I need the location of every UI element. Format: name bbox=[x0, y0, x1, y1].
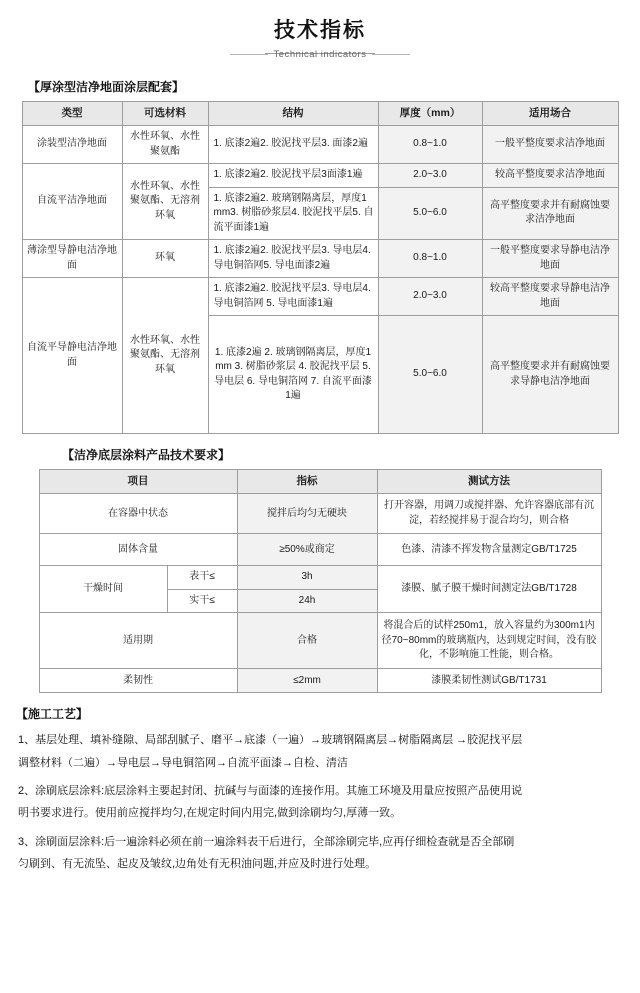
cell-method: 色漆、清漆不挥发物含量测定GB/T1725 bbox=[377, 534, 601, 566]
cell-structure: 1. 底漆2遍2. 胶泥找平层3. 导电层4. 导电铜箔网5. 导电面漆2遍 bbox=[208, 240, 378, 278]
table-row bbox=[39, 494, 601, 534]
cell-usage: 高平整度要求并有耐腐蚀要求洁净地面 bbox=[482, 187, 618, 240]
page-title: 技术指标 bbox=[274, 19, 366, 42]
page-header bbox=[14, 0, 626, 66]
cell-index: 3h bbox=[237, 566, 377, 590]
coating-system-table bbox=[22, 101, 619, 434]
section1-heading: 【厚涂型洁净地面涂层配套】 bbox=[28, 80, 185, 94]
cell-type: 自流平导静电洁净地面 bbox=[22, 278, 122, 434]
table-row bbox=[22, 240, 618, 278]
cell-thickness: 2.0~3.0 bbox=[378, 278, 482, 316]
table-row bbox=[22, 164, 618, 188]
process-paragraph: 2、涂刷底层涂料:底层涂料主要起封闭、抗碱与与面漆的连接作用。其施工环境及用量应按照产品使用说 bbox=[18, 785, 523, 798]
cell-type: 涂装型洁净地面 bbox=[22, 126, 122, 164]
cell-index: ≥50%或商定 bbox=[237, 534, 377, 566]
process-paragraph: 匀刷到、有无流坠、起皮及皱纹,边角处有无积油问题,并应及时进行处理。 bbox=[18, 858, 377, 871]
cell-index: 搅拌后均匀无硬块 bbox=[237, 494, 377, 534]
cell-subitem: 表干≤ bbox=[167, 566, 237, 590]
cell-material: 水性环氧、水性聚氨酯、无溶剂环氧 bbox=[122, 278, 208, 434]
col-type: 类型 bbox=[22, 102, 122, 126]
cell-structure: 1. 底漆2遍 2. 玻璃钢隔离层，厚度1mm 3. 树脂砂浆层 4. 胶泥找平层 5. 导电层 6. 导电铜箔网 7. 自流平面漆1遍 bbox=[208, 316, 378, 434]
cell-item: 固体含量 bbox=[39, 534, 237, 566]
cell-item: 适用期 bbox=[39, 613, 237, 669]
process-paragraph: 1、基层处理、填补缝隙、局部刮腻子、磨平→底漆（一遍）→玻璃钢隔离层→树脂隔离层 →胶泥找平层 bbox=[18, 734, 523, 747]
cell-structure: 1. 底漆2遍2. 胶泥找平层3. 导电层4. 导电铜箔网 5. 导电面漆1遍 bbox=[208, 278, 378, 316]
cell-structure: 1. 底漆2遍2. 玻璃钢隔离层，厚度1mm3. 树脂砂浆层4. 胶泥找平层5. 自流平面漆1遍 bbox=[208, 187, 378, 240]
table-row bbox=[39, 566, 601, 590]
cell-method: 漆膜柔韧性测试GB/T1731 bbox=[377, 669, 601, 693]
cell-usage: 高平整度要求并有耐腐蚀要求导静电洁净地面 bbox=[482, 316, 618, 434]
cell-material: 水性环氧、水性聚氨酯 bbox=[122, 126, 208, 164]
cell-thickness: 5.0~6.0 bbox=[378, 316, 482, 434]
cell-thickness: 0.8~1.0 bbox=[378, 240, 482, 278]
cell-index: 合格 bbox=[237, 613, 377, 669]
cell-material: 环氧 bbox=[122, 240, 208, 278]
cell-method: 将混合后的试样250m1，放入容量约为300m1内径70~80mm的玻璃瓶内，达到规定时间，没有胶化，不影响施工性能，则合格。 bbox=[377, 613, 601, 669]
process-paragraph: 明书要求进行。使用前应搅拌均匀,在规定时间内用完,做到涂刷均匀,厚薄一致。 bbox=[18, 807, 402, 820]
page-subtitle: Technical indicators bbox=[273, 49, 367, 60]
cell-thickness: 2.0~3.0 bbox=[378, 164, 482, 188]
subtitle-row bbox=[14, 49, 626, 60]
process-paragraph: 3、涂刷面层涂料:后一遍涂料必须在前一遍涂料表干后进行，全部涂刷完毕,应再仔细检查就是否全部刷 bbox=[18, 835, 515, 848]
cell-usage: 较高平整度要求洁净地面 bbox=[482, 164, 618, 188]
table-row bbox=[22, 278, 618, 316]
table-row bbox=[22, 126, 618, 164]
table-header-row bbox=[22, 102, 618, 126]
table-header-row bbox=[39, 470, 601, 494]
cell-thickness: 5.0~6.0 bbox=[378, 187, 482, 240]
cell-usage: 一般平整度要求导静电洁净地面 bbox=[482, 240, 618, 278]
cell-subitem: 实干≤ bbox=[167, 589, 237, 613]
cell-method: 漆膜、腻子膜干燥时间测定法GB/T1728 bbox=[377, 566, 601, 613]
col-thickness: 厚度（mm） bbox=[378, 102, 482, 126]
table-row bbox=[39, 669, 601, 693]
cell-thickness: 0.8~1.0 bbox=[378, 126, 482, 164]
cell-type: 自流平洁净地面 bbox=[22, 164, 122, 240]
cell-item: 在容器中状态 bbox=[39, 494, 237, 534]
process-text-block bbox=[14, 730, 626, 874]
table-row bbox=[39, 534, 601, 566]
cell-structure: 1. 底漆2遍2. 胶泥找平层3. 面漆2遍 bbox=[208, 126, 378, 164]
cell-item: 干燥时间 bbox=[39, 566, 167, 613]
primer-spec-table bbox=[39, 469, 602, 693]
cell-item: 柔韧性 bbox=[39, 669, 237, 693]
cell-usage: 较高平整度要求导静电洁净地面 bbox=[482, 278, 618, 316]
cell-usage: 一般平整度要求洁净地面 bbox=[482, 126, 618, 164]
col-structure: 结构 bbox=[208, 102, 378, 126]
col-method: 测试方法 bbox=[377, 470, 601, 494]
col-usage: 适用场合 bbox=[482, 102, 618, 126]
cell-material: 水性环氧、水性聚氨酯、无溶剂环氧 bbox=[122, 164, 208, 240]
col-material: 可选材料 bbox=[122, 102, 208, 126]
section3-heading: 【施工工艺】 bbox=[16, 707, 89, 722]
section2-heading: 【洁净底层涂料产品技术要求】 bbox=[62, 448, 231, 463]
cell-index: 24h bbox=[237, 589, 377, 613]
col-index: 指标 bbox=[237, 470, 377, 494]
cell-type: 薄涂型导静电洁净地面 bbox=[22, 240, 122, 278]
cell-index: ≤2mm bbox=[237, 669, 377, 693]
table-row bbox=[39, 613, 601, 669]
subtitle-divider-right bbox=[372, 54, 410, 55]
col-item: 项目 bbox=[39, 470, 237, 494]
subtitle-divider-left bbox=[230, 54, 268, 55]
cell-structure: 1. 底漆2遍2. 胶泥找平层3面漆1遍 bbox=[208, 164, 378, 188]
process-paragraph: 调整材料（二遍）→导电层→导电铜箔网→自流平面漆→自检、清洁 bbox=[18, 756, 348, 769]
cell-method: 打开容器，用调刀或搅拌器、允许容器底部有沉淀，若经搅拌易于混合均匀，则合格 bbox=[377, 494, 601, 534]
